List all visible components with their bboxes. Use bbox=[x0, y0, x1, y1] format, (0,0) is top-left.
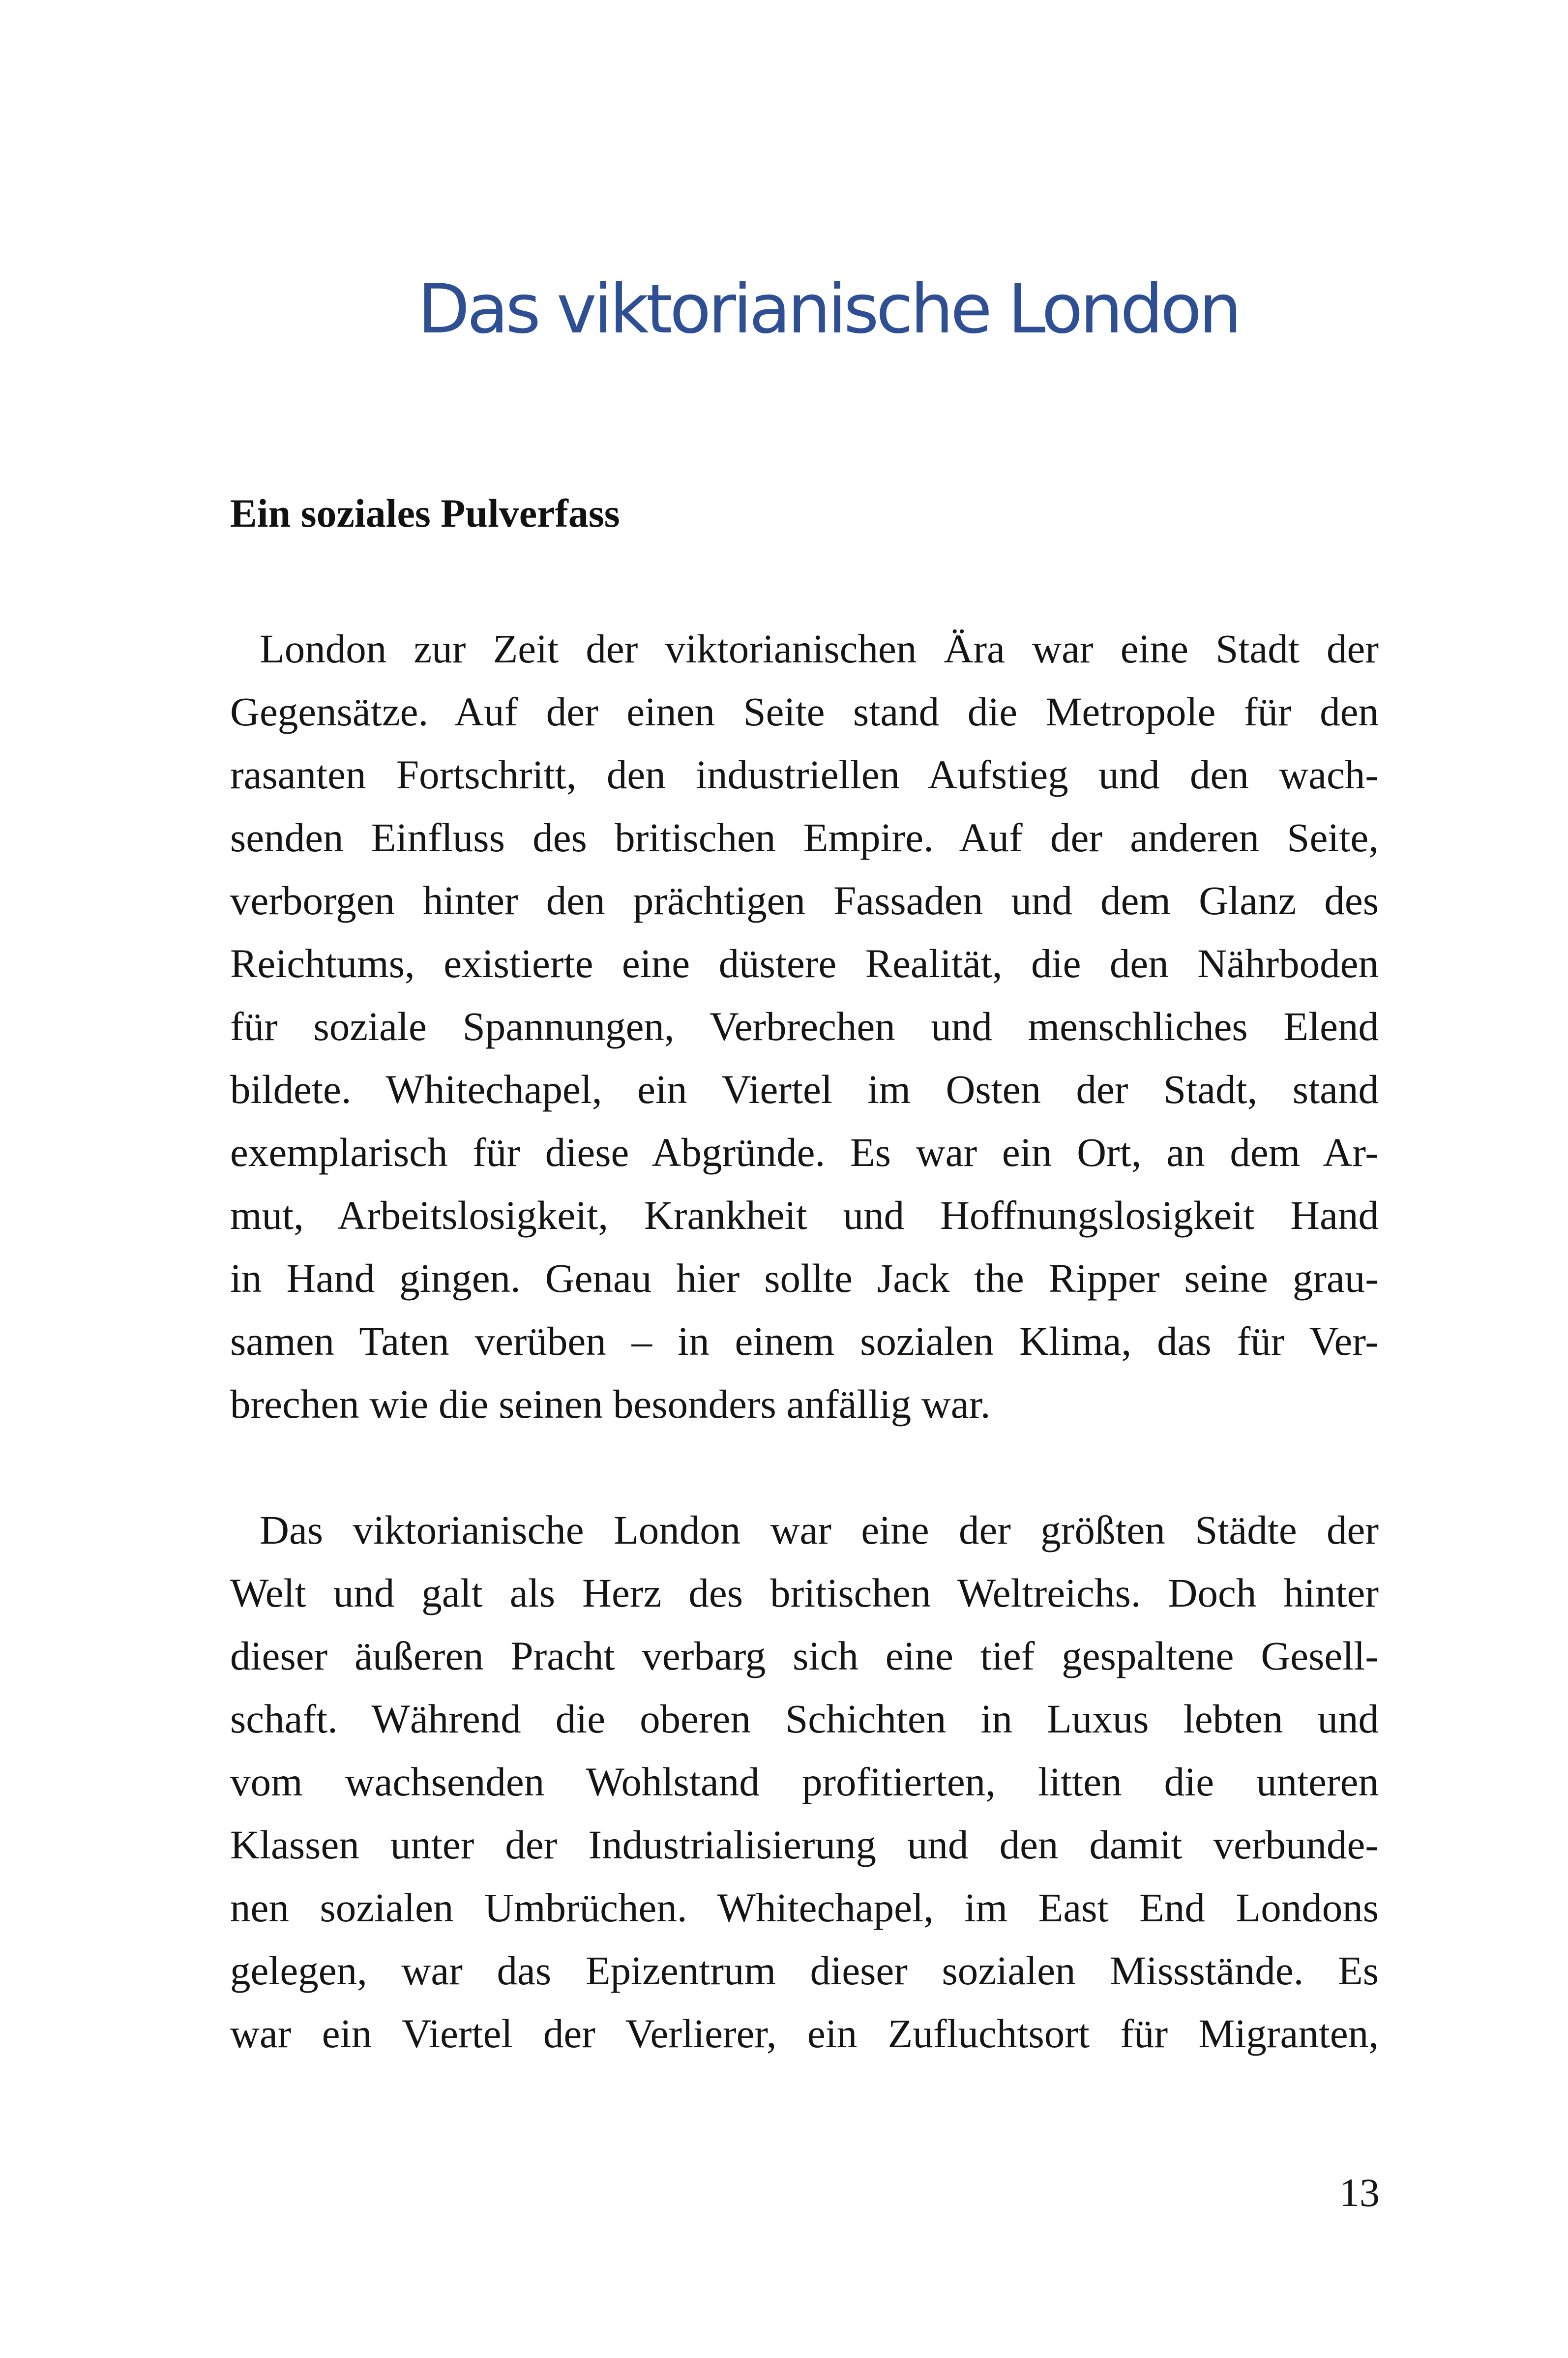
text-line: gelegen, war das Epizentrum dieser sozialen Missstände. Es bbox=[230, 1948, 1379, 1993]
text-line: samen Taten verüben – in einem sozialen Klima, das für Ver- bbox=[230, 1318, 1379, 1364]
text-line: Reichtums, existierte eine düstere Realität, die den Nährboden bbox=[230, 941, 1379, 986]
chapter-title: Das viktorianische London bbox=[417, 269, 1239, 349]
paragraph-2 bbox=[230, 1498, 1379, 2065]
page-number: 13 bbox=[1339, 2170, 1380, 2215]
text-line: rasanten Fortschritt, den industriellen Aufstieg und den wach- bbox=[230, 752, 1379, 797]
text-line: bildete. Whitechapel, ein Viertel im Osten der Stadt, stand bbox=[230, 1067, 1379, 1112]
text-line: schaft. Während die oberen Schichten in Luxus lebten und bbox=[230, 1696, 1379, 1741]
text-line: dieser äußeren Pracht verbarg sich eine tief gespaltene Gesell- bbox=[230, 1633, 1379, 1678]
text-line: war ein Viertel der Verlierer, ein Zufluchtsort für Migranten, bbox=[230, 2011, 1379, 2056]
text-line: Klassen unter der Industrialisierung und den damit verbunde- bbox=[230, 1822, 1379, 1867]
paragraph-1 bbox=[230, 617, 1379, 1435]
text-line: Das viktorianische London war eine der größten Städte der bbox=[260, 1507, 1379, 1552]
text-line: für soziale Spannungen, Verbrechen und menschliches Elend bbox=[230, 1004, 1379, 1049]
text-line: vom wachsenden Wohlstand profitierten, litten die unteren bbox=[230, 1759, 1379, 1804]
text-line: brechen wie die seinen besonders anfällig war. bbox=[230, 1381, 991, 1427]
text-line: London zur Zeit der viktorianischen Ära war eine Stadt der bbox=[260, 626, 1379, 671]
text-line: Gegensätze. Auf der einen Seite stand die Metropole für den bbox=[230, 689, 1379, 734]
text-line: verborgen hinter den prächtigen Fassaden und dem Glanz des bbox=[230, 878, 1379, 923]
section-heading: Ein soziales Pulverfass bbox=[230, 491, 620, 536]
text-line: exemplarisch für diese Abgründe. Es war ein Ort, an dem Ar- bbox=[230, 1130, 1379, 1175]
text-line: Welt und galt als Herz des britischen Weltreichs. Doch hinter bbox=[230, 1570, 1379, 1615]
text-line: mut, Arbeitslosigkeit, Krankheit und Hoffnungslosigkeit Hand bbox=[230, 1193, 1379, 1238]
text-line: nen sozialen Umbrüchen. Whitechapel, im East End Londons bbox=[230, 1885, 1379, 1930]
text-line: senden Einfluss des britischen Empire. Auf der anderen Seite, bbox=[230, 815, 1379, 860]
text-line: in Hand gingen. Genau hier sollte Jack the Ripper seine grau- bbox=[230, 1255, 1379, 1301]
